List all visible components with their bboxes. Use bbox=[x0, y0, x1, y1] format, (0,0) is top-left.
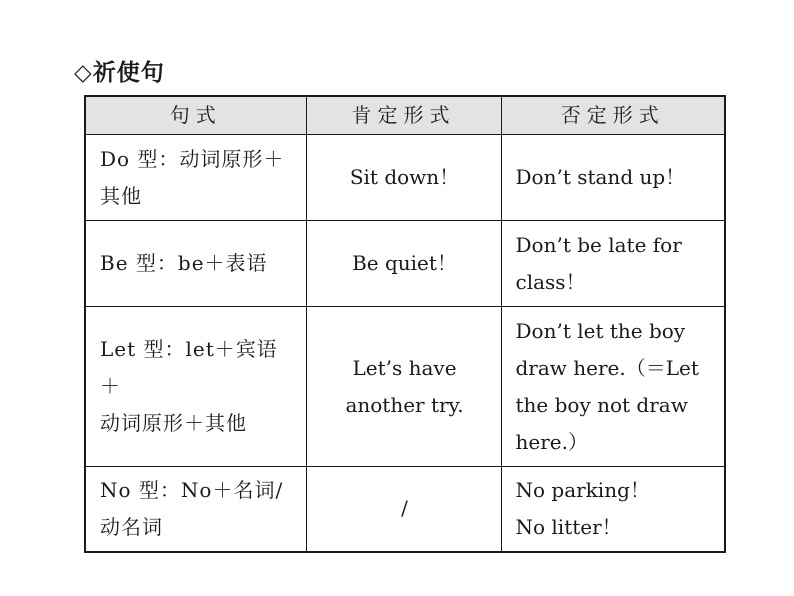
table-header-row bbox=[85, 96, 725, 135]
cell-affirmative bbox=[306, 221, 501, 307]
cell-line: class！ bbox=[515, 269, 586, 294]
cell-line: 动词原形＋其他 bbox=[100, 411, 247, 435]
cell-line: / bbox=[401, 496, 408, 521]
cell-line: No 型：No＋名词/ bbox=[100, 477, 284, 502]
cell-line: Do 型：动词原形＋ bbox=[100, 146, 285, 171]
cell-line: Don’t stand up！ bbox=[515, 165, 686, 189]
table-row-be-type bbox=[85, 221, 725, 307]
cell-line: Don’t let the boy bbox=[515, 318, 686, 343]
cell-line: the boy not draw bbox=[515, 392, 688, 417]
cell-line: Don’t be late for bbox=[515, 232, 682, 257]
cell-line: Be 型：be＋表语 bbox=[100, 251, 268, 275]
header-negative-form: 否定形式 bbox=[501, 96, 725, 135]
cell-line: another try. bbox=[345, 392, 464, 417]
cell-negative bbox=[501, 221, 725, 307]
cell-line: Let’s have bbox=[352, 355, 457, 380]
cell-line: draw here.（＝Let bbox=[515, 355, 699, 380]
cell-sentence-type bbox=[85, 135, 306, 221]
cell-negative bbox=[501, 307, 725, 467]
cell-line: Be quiet！ bbox=[352, 251, 457, 275]
table-row-do-type bbox=[85, 135, 725, 221]
cell-affirmative bbox=[306, 467, 501, 552]
header-sentence-type: 句式 bbox=[85, 96, 306, 135]
cell-negative bbox=[501, 467, 725, 552]
cell-sentence-type bbox=[85, 221, 306, 307]
section-heading: ◇祈使句 bbox=[74, 60, 165, 86]
cell-affirmative bbox=[306, 135, 501, 221]
cell-line: Sit down！ bbox=[349, 165, 460, 189]
cell-line: No litter！ bbox=[515, 514, 622, 539]
header-affirmative-form: 肯定形式 bbox=[306, 96, 501, 135]
table-row-no-type bbox=[85, 467, 725, 552]
cell-affirmative bbox=[306, 307, 501, 467]
cell-line: 动名词 bbox=[100, 514, 163, 539]
cell-line: 其他 bbox=[100, 183, 142, 208]
cell-negative bbox=[501, 135, 725, 221]
cell-line: No parking！ bbox=[515, 477, 650, 502]
cell-line: Let 型：let＋宾语＋ bbox=[100, 337, 278, 398]
cell-sentence-type bbox=[85, 467, 306, 552]
table-row-let-type bbox=[85, 307, 725, 467]
cell-line: here.） bbox=[515, 429, 588, 454]
cell-sentence-type bbox=[85, 307, 306, 467]
imperative-sentence-table bbox=[84, 95, 726, 553]
